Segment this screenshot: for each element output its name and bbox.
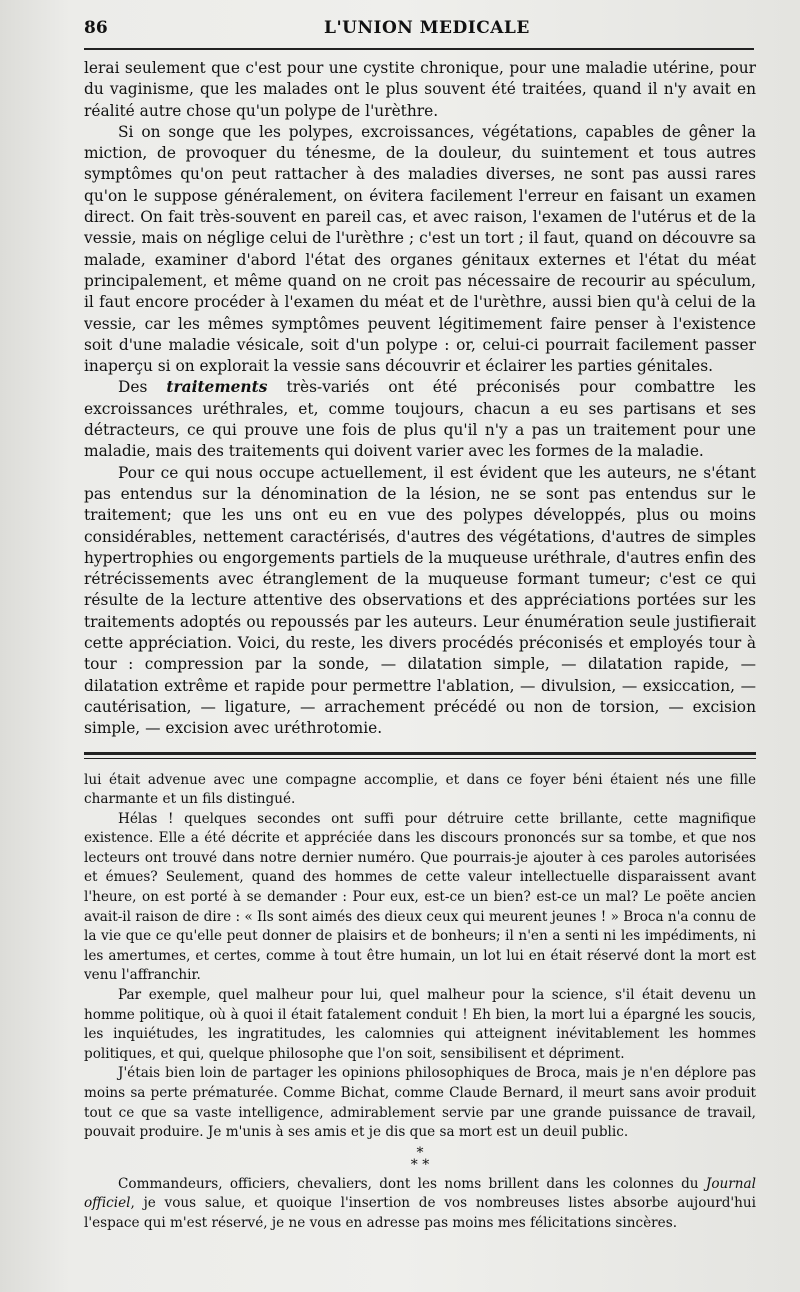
paragraph-5-lead: Commandeurs, officiers, chevaliers, dont les noms brillent dans les colonnes du	[118, 1175, 706, 1192]
paragraph-5-rest: , je vous salue, et quoique l'insertion de vos nombreuses listes absorbe aujourd'hui l'espace qui m'est réservé, je ne vous en adresse pas moins mes félicitations sincères.	[84, 1195, 756, 1231]
feuilleton-paragraph-3: Par exemple, quel malheur pour lui, quel malheur pour la science, s'il était devenu un homme politique, où à quoi il était fatalement conduit ! Eh bien, la mort lui a épargné les soucis, les inquiétudes, les ingratitudes, les calomnies qui atteignent inévitablement les hommes politiques, et qui, quelque philosophe que l'on soit, sensibilisent et dépriment.	[84, 987, 756, 1062]
journal-officiel-emphasis: Journal officiel	[84, 1175, 756, 1212]
treatments-emphasis: traitements	[166, 378, 268, 397]
feuilleton-separator	[84, 752, 756, 759]
feuilleton-paragraph-2: Hélas ! quelques secondes ont suffi pour détruire cette brillante, cette magnifique existence. Elle a été décrite et appréciée dans les discours prononcés sur sa tombe, et que nos lecteurs ont trouvé dans notre dernier numéro. Que pourrais-je ajouter à ces paroles autorisées et émues? Seulement, quand des hommes de cette valeur intellectuelle disparaissent avant l'heure, on est porté à se demander : Pour eux, est-ce un bien? est-ce un mal? Le poëte ancien avait-il raison de dire : « Ils sont aimés des dieux ceux qui meurent jeunes ! » Broca n'a connu de la vie que ce qu'elle peut donner de plaisirs et de bonheurs; il n'en a senti ni les impédiments, ni les amertumes, et certes, comme à tout être humain, un lot lui en était réservé dont la mort est venu l'affranchir.	[84, 810, 756, 984]
feuilleton-paragraph-4: J'étais bien loin de partager les opinions philosophiques de Broca, mais je n'en déplore pas moins sa perte prématurée. Comme Bichat, comme Claude Bernard, il meurt sans avoir produit tout ce que sa vaste intelligence, admirablement servie par une grande puissance de travail, pouvait produire. Je m'unis à ses amis et je dis que sa mort est un deuil public.	[84, 1065, 756, 1141]
article-paragraph-1: lerai seulement que c'est pour une cystite chronique, pour une maladie utérine, pour du vaginisme, que les malades ont le plus souvent été traitées, quand il n'y avait en réalité autre chose qu'un polype de l'urèthre.	[84, 59, 756, 120]
page-header	[84, 10, 762, 44]
paragraph-3-rest: très-variés ont été préconisés pour combattre les excroissances uréthrales, et, comme toujours, chacun a eu ses partisans et ses détracteurs, ce qui prouve une fois de plus qu'il n'y a pas un traitement pour une maladie, mais des traitements qui doivent varier avec les formes de la maladie.	[84, 378, 756, 461]
article-paragraph-3	[84, 377, 756, 462]
header-rule	[84, 48, 754, 50]
feuilleton-section	[84, 771, 756, 1234]
feuilleton-paragraph-5	[84, 1175, 756, 1234]
paragraph-3-lead: Des	[118, 378, 167, 397]
article-body	[84, 58, 756, 740]
running-title: L'UNION MEDICALE	[324, 18, 530, 38]
page-number: 86	[84, 18, 108, 38]
asterism-bottom: * *	[410, 1156, 430, 1173]
asterism	[84, 1144, 756, 1173]
feuilleton-paragraph-1: lui était advenue avec une compagne accomplie, et dans ce foyer béni étaient nés une fille charmante et un fils distingué.	[84, 771, 756, 808]
article-paragraph-2: Si on songe que les polypes, excroissances, végétations, capables de gêner la miction, de provoquer du ténesme, de la douleur, du suintement et tous autres symptômes qu'on peut rattacher à des maladies diverses, ne sont pas aussi rares qu'on le suppose généralement, on évitera facilement l'erreur en faisant un examen direct. On fait très-souvent en pareil cas, et avec raison, l'examen de l'utérus et de la vessie, mais on néglige celui de l'urèthre ; c'est un tort ; il faut, quand on découvre sa malade, examiner d'abord l'état des organes génitaux externes et l'état du méat principalement, et même quand on ne croit pas nécessaire de recourir au spéculum, il faut encore procéder à l'examen du méat et de l'urèthre, aussi bien qu'à celui de la vessie, car les mêmes symptômes peuvent légitimement faire penser à l'existence soit d'une maladie vésicale, soit d'un polype : or, celui-ci pourrait facilement passer inaperçu si on explorait la vessie sans découvrir et éclairer les parties génitales.	[84, 122, 756, 376]
article-paragraph-4: Pour ce qui nous occupe actuellement, il est évident que les auteurs, ne s'étant pas entendus sur la dénomination de la lésion, ne se sont pas entendus sur le traitement; que les uns ont eu en vue des polypes développés, plus ou moins considérables, nettement caractérisés, d'autres des végétations, d'autres de simples hypertrophies ou engorgements partiels de la muqueuse uréthrale, d'autres enfin des rétrécissements avec étranglement de la muqueuse formant tumeur; c'est ce qui résulte de la lecture attentive des observations et des appréciations portées sur les traitements adoptés ou repoussés par les auteurs. Leur énumération seule justifierait cette appréciation. Voici, du reste, les divers procédés préconisés et employés tour à tour : compression par la sonde, — dilatation simple, — dilatation rapide, — dilatation extrême et rapide pour permettre l'ablation, — divulsion, — exsiccation, — cautérisation, — ligature, — arrachement précédé ou non de torsion, — excision simple, — excision avec uréthrotomie.	[84, 463, 756, 738]
asterism-top: *	[416, 1144, 424, 1161]
